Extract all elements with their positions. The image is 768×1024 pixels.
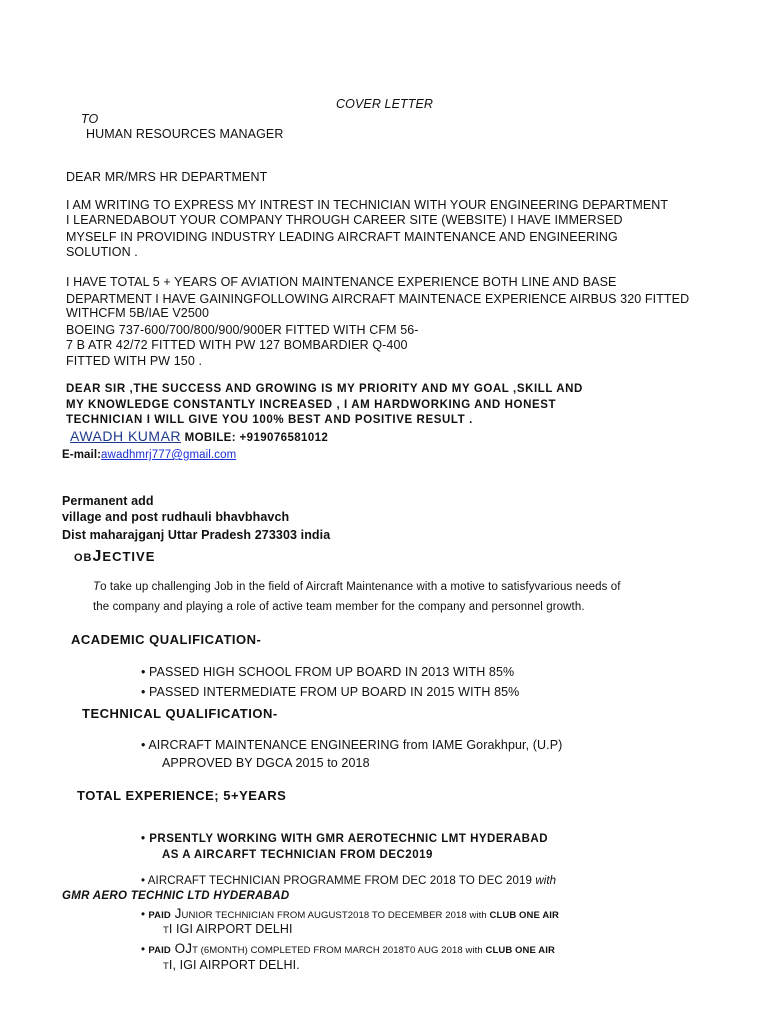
academic-heading: ACADEMIC QUALIFICATION- xyxy=(71,632,262,647)
job2-location: TI, IGI AIRPORT DELHI. xyxy=(163,958,300,972)
para1-line: I LEARNEDABOUT YOUR COMPANY THROUGH CAREER SITE (WEBSITE) I HAVE IMMERSED xyxy=(66,213,623,227)
contact-line xyxy=(70,428,328,446)
para2-line: 7 B ATR 42/72 FITTED WITH PW 127 BOMBARDIER Q-400 xyxy=(66,338,408,352)
programme-line: • AIRCRAFT TECHNICIAN PROGRAMME FROM DEC 2018 TO DEC 2019 with xyxy=(141,875,557,887)
technical-heading: TECHNICAL QUALIFICATION- xyxy=(82,706,278,721)
address-line1: village and post rudhauli bhavbhavch xyxy=(62,510,290,524)
email-label: E-mail: xyxy=(62,449,102,461)
para2-line: BOEING 737-600/700/800/900/900ER FITTED WITH CFM 56- xyxy=(66,323,419,337)
para2-line: DEPARTMENT I HAVE GAININGFOLLOWING AIRCRAFT MAINTENACE EXPERIENCE AIRBUS 320 FITTED xyxy=(66,292,690,306)
job1-line: • PAID JUNIOR TECHNICIAN FROM AUGUST2018 TO DECEMBER 2018 with CLUB ONE AIR xyxy=(141,906,559,921)
technical-line1: • AIRCRAFT MAINTENANCE ENGINEERING from IAME Gorakhpur, (U.P) xyxy=(141,738,563,752)
gmr-line: GMR AERO TECHNIC LTD HYDERABAD xyxy=(62,890,290,902)
objective-heading: OBJECTIVE xyxy=(74,548,156,565)
experience-heading: TOTAL EXPERIENCE; 5+YEARS xyxy=(77,788,287,803)
address-label: Permanent add xyxy=(62,494,154,508)
academic-item: • PASSED HIGH SCHOOL FROM UP BOARD IN 2013 WITH 85% xyxy=(141,665,515,679)
cover-to: TO xyxy=(81,112,99,126)
current-job-line2: AS A AIRCARFT TECHNICIAN FROM DEC2019 xyxy=(162,849,433,861)
email-line xyxy=(62,447,236,463)
objective-text-line1: To take up challenging Job in the field of Aircraft Maintenance with a motive to satisfyvarious needs of xyxy=(93,581,621,593)
cover-salutation: DEAR MR/MRS HR DEPARTMENT xyxy=(66,170,268,184)
cover-recipient: HUMAN RESOURCES MANAGER xyxy=(86,127,284,141)
academic-item: • PASSED INTERMEDIATE FROM UP BOARD IN 2015 WITH 85% xyxy=(141,685,520,699)
para3-line: DEAR SIR ,THE SUCCESS AND GROWING IS MY PRIORITY AND MY GOAL ,SKILL AND xyxy=(66,383,583,395)
job1-location: TI IGI AIRPORT DELHI xyxy=(163,922,293,936)
para2-line: WITHCFM 5B/IAE V2500 xyxy=(66,306,210,320)
cover-title: COVER LETTER xyxy=(336,97,434,111)
para1-line: SOLUTION . xyxy=(66,245,138,259)
applicant-name: AWADH KUMAR xyxy=(70,428,182,444)
address-line2: Dist maharajganj Uttar Pradesh 273303 india xyxy=(62,528,331,542)
mobile-number: MOBILE: +919076581012 xyxy=(184,432,329,444)
objective-text-line2: the company and playing a role of active team member for the company and personnel growth. xyxy=(93,601,585,613)
job2-line: • PAID OJT (6MONTH) COMPLETED FROM MARCH 2018T0 AUG 2018 with CLUB ONE AIR xyxy=(141,941,555,956)
para2-line: FITTED WITH PW 150 . xyxy=(66,354,203,368)
para1-line: I AM WRITING TO EXPRESS MY INTREST IN TECHNICIAN WITH YOUR ENGINEERING DEPARTMENT xyxy=(66,198,669,212)
current-job-line1: • PRSENTLY WORKING WITH GMR AEROTECHNIC LMT HYDERABAD xyxy=(141,833,549,845)
email-link[interactable]: awadhmrj777@gmail.com xyxy=(101,449,237,461)
para1-line: MYSELF IN PROVIDING INDUSTRY LEADING AIRCRAFT MAINTENANCE AND ENGINEERING xyxy=(66,230,618,244)
para2-line: I HAVE TOTAL 5 + YEARS OF AVIATION MAINTENANCE EXPERIENCE BOTH LINE AND BASE xyxy=(66,275,617,289)
para3-line: MY KNOWLEDGE CONSTANTLY INCREASED , I AM HARDWORKING AND HONEST xyxy=(66,399,557,411)
technical-line2: APPROVED BY DGCA 2015 to 2018 xyxy=(162,756,370,770)
para3-line: TECHNICIAN I WILL GIVE YOU 100% BEST AND POSITIVE RESULT . xyxy=(66,414,473,426)
